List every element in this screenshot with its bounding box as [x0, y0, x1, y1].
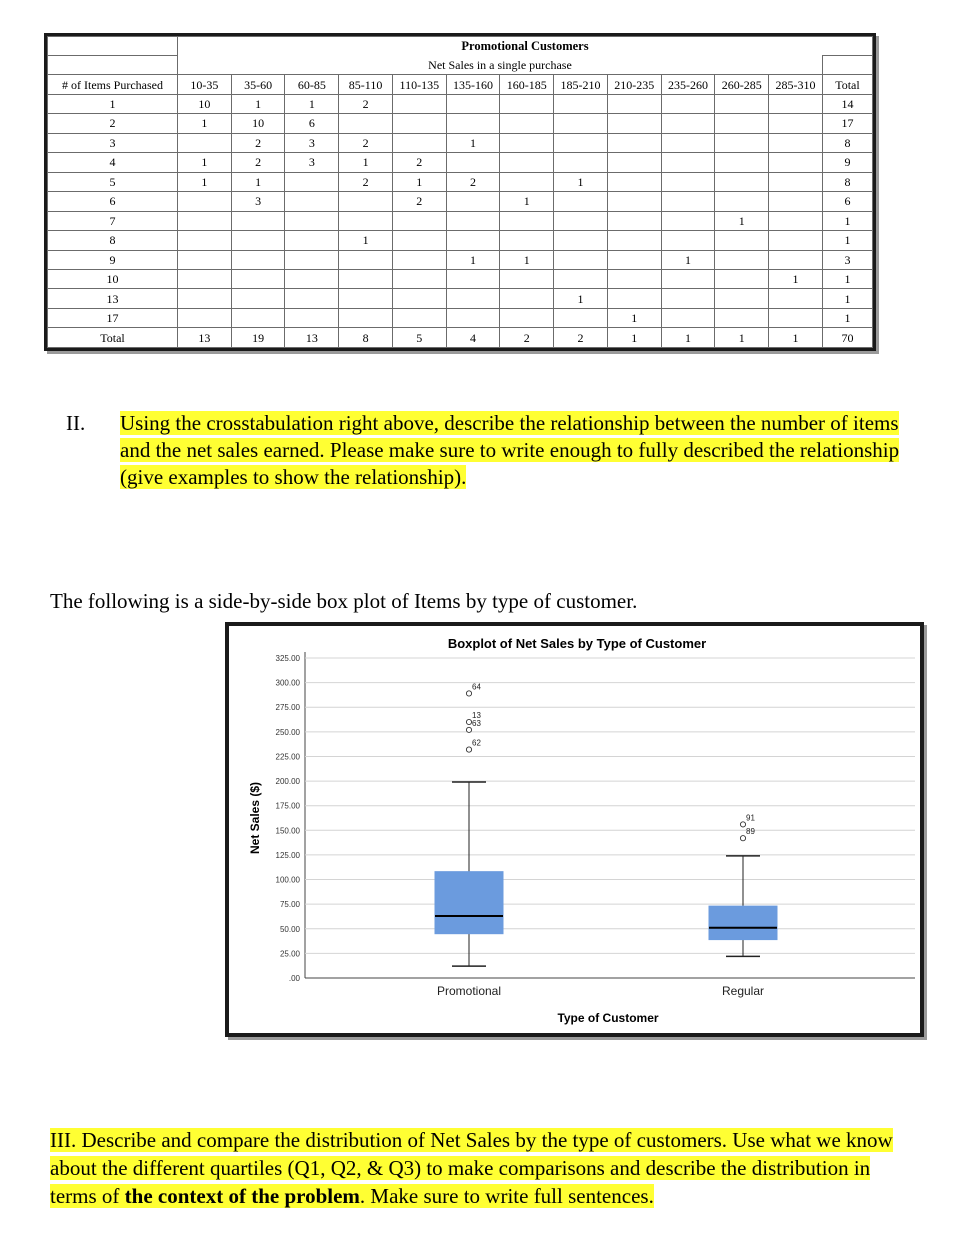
- x-axis-label: Type of Customer: [557, 1011, 659, 1025]
- table-cell: [285, 172, 339, 191]
- table-cell: [446, 114, 500, 133]
- table-cell: 13: [178, 328, 232, 348]
- table-cell: [661, 153, 715, 172]
- row-label: 17: [48, 308, 178, 327]
- table-cell: [500, 172, 554, 191]
- table-cell: 1: [231, 172, 285, 191]
- table-cell: [500, 114, 554, 133]
- table-cell: [607, 153, 661, 172]
- table-cell: 2: [339, 172, 393, 191]
- table-cell: [715, 289, 769, 308]
- table-cell: [339, 211, 393, 230]
- table-cell: [285, 289, 339, 308]
- outlier-label: 62: [472, 738, 481, 748]
- row-label: 6: [48, 192, 178, 211]
- y-tick-label: 150.00: [275, 826, 300, 836]
- table-cell: 2: [231, 133, 285, 152]
- table-cell: [715, 250, 769, 269]
- column-header: 210-235: [607, 75, 661, 94]
- column-header: 110-135: [392, 75, 446, 94]
- table-cell: [178, 250, 232, 269]
- table-cell: [231, 269, 285, 288]
- category-label: Regular: [721, 984, 765, 998]
- table-cell: [178, 269, 232, 288]
- table-cell: [769, 289, 823, 308]
- question-3-bold: the context of the problem: [124, 1184, 360, 1208]
- table-cell: [500, 269, 554, 288]
- table-cell: 1: [822, 231, 872, 250]
- table-cell: [392, 269, 446, 288]
- row-label: 13: [48, 289, 178, 308]
- column-header: 285-310: [769, 75, 823, 94]
- table-cell: 10: [178, 94, 232, 113]
- table-cell: 1: [554, 172, 608, 191]
- table-cell: [392, 250, 446, 269]
- table-cell: [500, 94, 554, 113]
- table-cell: 6: [822, 192, 872, 211]
- column-header: 85-110: [339, 75, 393, 94]
- table-cell: 2: [446, 172, 500, 191]
- table-cell: [339, 269, 393, 288]
- table-row: [48, 211, 873, 230]
- table-cell: [231, 211, 285, 230]
- y-tick-label: 275.00: [275, 703, 300, 713]
- question-3-prefix: III. Describe and compare the distribution of Net Sales by the type of customers. Use what we know about the different quartiles (Q1, Q2, & Q3) to make comparisons and describe the distribution in terms of: [50, 1128, 893, 1208]
- table-cell: 1: [178, 153, 232, 172]
- table-cell: 1: [500, 192, 554, 211]
- table-cell: [554, 192, 608, 211]
- table-cell: [446, 94, 500, 113]
- table-cell: 17: [822, 114, 872, 133]
- table-cell: [231, 308, 285, 327]
- outlier-point: [466, 691, 471, 696]
- table-cell: [285, 269, 339, 288]
- table-cell: 2: [339, 94, 393, 113]
- column-header: 160-185: [500, 75, 554, 94]
- table-cell: [661, 211, 715, 230]
- table-cell: [769, 250, 823, 269]
- table-cell: [661, 172, 715, 191]
- table-cell: [500, 153, 554, 172]
- table-cell: [715, 94, 769, 113]
- table-cell: [715, 231, 769, 250]
- table-cell: [715, 308, 769, 327]
- y-tick-label: 225.00: [275, 752, 300, 762]
- table-cell: [178, 231, 232, 250]
- table-cell: [554, 94, 608, 113]
- table-cell: 1: [822, 308, 872, 327]
- table-cell: 1: [178, 172, 232, 191]
- y-tick-label: 300.00: [275, 678, 300, 688]
- table-cell: [554, 269, 608, 288]
- row-header: # of Items Purchased: [48, 75, 178, 94]
- table-cell: [392, 289, 446, 308]
- table-cell: [285, 250, 339, 269]
- table-cell: [446, 231, 500, 250]
- table-cell: [769, 308, 823, 327]
- y-tick-label: 325.00: [275, 654, 300, 663]
- table-row: [48, 328, 873, 348]
- table-cell: [500, 231, 554, 250]
- table-cell: [392, 133, 446, 152]
- table-cell: [339, 250, 393, 269]
- table-cell: [554, 250, 608, 269]
- table-cell: [231, 289, 285, 308]
- table-cell: [661, 114, 715, 133]
- y-tick-label: 175.00: [275, 801, 300, 811]
- table-cell: [339, 192, 393, 211]
- outlier-label: 89: [746, 827, 755, 837]
- row-label: 4: [48, 153, 178, 172]
- y-tick-label: .00: [288, 974, 300, 983]
- table-cell: [607, 192, 661, 211]
- crosstab-grid: [47, 36, 873, 348]
- y-tick-label: 75.00: [279, 900, 300, 910]
- y-tick-label: 25.00: [279, 949, 300, 959]
- table-row: [48, 114, 873, 133]
- crosstab-title: Promotional Customers: [178, 37, 873, 56]
- table-cell: 1: [339, 153, 393, 172]
- table-cell: 1: [500, 250, 554, 269]
- outlier-label: 13: [472, 711, 481, 720]
- column-header: 60-85: [285, 75, 339, 94]
- table-cell: 1: [715, 328, 769, 348]
- table-cell: 13: [285, 328, 339, 348]
- table-cell: [607, 133, 661, 152]
- table-cell: [392, 231, 446, 250]
- table-cell: 3: [285, 133, 339, 152]
- table-cell: 1: [715, 211, 769, 230]
- table-row: [48, 308, 873, 327]
- table-cell: 1: [285, 94, 339, 113]
- table-cell: [231, 231, 285, 250]
- table-cell: [607, 289, 661, 308]
- table-cell: 2: [500, 328, 554, 348]
- table-row: [48, 133, 873, 152]
- table-cell: [339, 114, 393, 133]
- table-cell: [446, 192, 500, 211]
- table-row: [48, 289, 873, 308]
- table-cell: 1: [607, 328, 661, 348]
- y-tick-label: 200.00: [275, 777, 300, 787]
- table-cell: [500, 289, 554, 308]
- table-cell: 19: [231, 328, 285, 348]
- table-cell: [661, 192, 715, 211]
- question-2-text: Using the crosstabulation right above, describe the relationship between the number of items and the net sales earned. Please make sure to write enough to fully described the relationship (give examples to show the relationship).: [120, 411, 900, 489]
- column-header: 35-60: [231, 75, 285, 94]
- table-cell: 1: [446, 250, 500, 269]
- table-cell: 2: [392, 153, 446, 172]
- table-cell: [285, 211, 339, 230]
- outlier-point: [740, 836, 745, 841]
- table-cell: [554, 231, 608, 250]
- table-cell: 8: [339, 328, 393, 348]
- category-label: Promotional: [436, 984, 502, 998]
- table-cell: [607, 269, 661, 288]
- table-cell: [607, 172, 661, 191]
- table-cell: 3: [285, 153, 339, 172]
- table-cell: [500, 133, 554, 152]
- table-cell: [769, 133, 823, 152]
- table-cell: [231, 250, 285, 269]
- table-cell: [554, 153, 608, 172]
- row-label: 8: [48, 231, 178, 250]
- table-cell: 4: [446, 328, 500, 348]
- table-cell: 10: [231, 114, 285, 133]
- table-cell: 2: [339, 133, 393, 152]
- table-cell: [339, 308, 393, 327]
- table-row: [48, 192, 873, 211]
- table-cell: [769, 192, 823, 211]
- table-cell: 1: [661, 250, 715, 269]
- outlier-label: 64: [472, 682, 481, 692]
- table-cell: [285, 308, 339, 327]
- table-cell: [769, 211, 823, 230]
- table-cell: 1: [231, 94, 285, 113]
- outlier-point: [740, 822, 745, 827]
- question-3: [50, 1126, 910, 1210]
- table-cell: 3: [231, 192, 285, 211]
- table-cell: 1: [769, 269, 823, 288]
- question-3-suffix: . Make sure to write full sentences.: [359, 1184, 654, 1208]
- row-label: 3: [48, 133, 178, 152]
- row-label: 7: [48, 211, 178, 230]
- table-cell: 1: [822, 269, 872, 288]
- table-cell: 1: [178, 114, 232, 133]
- column-header: 235-260: [661, 75, 715, 94]
- y-tick-label: 250.00: [275, 727, 300, 737]
- table-cell: [554, 211, 608, 230]
- column-header: 10-35: [178, 75, 232, 94]
- table-cell: 1: [392, 172, 446, 191]
- table-cell: [769, 231, 823, 250]
- table-cell: [661, 269, 715, 288]
- table-row: [48, 231, 873, 250]
- table-row: [48, 269, 873, 288]
- table-cell: [715, 172, 769, 191]
- column-header: 135-160: [446, 75, 500, 94]
- outlier-point: [466, 747, 471, 752]
- y-axis-label: Net Sales ($): [248, 781, 262, 855]
- row-label: 2: [48, 114, 178, 133]
- table-row: [48, 153, 873, 172]
- question-2-number: II.: [66, 411, 86, 435]
- table-cell: [392, 114, 446, 133]
- table-cell: [178, 289, 232, 308]
- column-header: Total: [822, 75, 872, 94]
- boxplot-chart: [225, 622, 924, 1037]
- table-cell: [554, 114, 608, 133]
- outlier-point: [466, 719, 471, 724]
- table-cell: [769, 114, 823, 133]
- table-cell: 14: [822, 94, 872, 113]
- chart-title: Boxplot of Net Sales by Type of Customer: [447, 636, 707, 651]
- table-cell: [715, 192, 769, 211]
- table-cell: [715, 133, 769, 152]
- table-cell: [661, 289, 715, 308]
- table-cell: 1: [822, 289, 872, 308]
- table-cell: [769, 94, 823, 113]
- table-cell: [607, 114, 661, 133]
- table-row: [48, 94, 873, 113]
- table-cell: [661, 94, 715, 113]
- table-cell: 3: [822, 250, 872, 269]
- row-label: 1: [48, 94, 178, 113]
- outlier-label: 91: [746, 813, 755, 823]
- table-cell: [769, 153, 823, 172]
- table-cell: 2: [231, 153, 285, 172]
- table-cell: 1: [339, 231, 393, 250]
- box-regular: [709, 906, 777, 939]
- crosstab-subtitle: Net Sales in a single purchase: [178, 56, 823, 75]
- table-cell: [178, 192, 232, 211]
- table-cell: 1: [769, 328, 823, 348]
- table-cell: 70: [822, 328, 872, 348]
- table-cell: [500, 211, 554, 230]
- table-cell: 1: [446, 133, 500, 152]
- table-cell: 1: [607, 308, 661, 327]
- table-cell: [285, 231, 339, 250]
- boxplot-intro: The following is a side-by-side box plot of Items by type of customer.: [50, 589, 638, 613]
- box-promotional: [435, 872, 503, 934]
- outlier-label: 63: [472, 718, 481, 728]
- table-cell: [446, 269, 500, 288]
- table-cell: [446, 211, 500, 230]
- table-cell: [392, 211, 446, 230]
- table-cell: 1: [661, 328, 715, 348]
- table-cell: [607, 211, 661, 230]
- table-cell: 2: [554, 328, 608, 348]
- table-cell: [339, 289, 393, 308]
- table-cell: [285, 192, 339, 211]
- table-cell: 9: [822, 153, 872, 172]
- y-tick-label: 100.00: [275, 875, 300, 885]
- column-header: 260-285: [715, 75, 769, 94]
- table-cell: [392, 94, 446, 113]
- outlier-point: [466, 727, 471, 732]
- table-cell: [178, 308, 232, 327]
- row-label: Total: [48, 328, 178, 348]
- table-cell: 5: [392, 328, 446, 348]
- table-cell: [446, 289, 500, 308]
- table-cell: [500, 308, 554, 327]
- table-cell: [446, 308, 500, 327]
- table-cell: [607, 94, 661, 113]
- table-cell: [715, 153, 769, 172]
- table-cell: [607, 250, 661, 269]
- table-cell: 1: [554, 289, 608, 308]
- table-cell: [178, 211, 232, 230]
- table-row: [48, 172, 873, 191]
- table-cell: [769, 172, 823, 191]
- table-cell: [554, 308, 608, 327]
- table-cell: [178, 133, 232, 152]
- table-row: [48, 250, 873, 269]
- table-cell: 2: [392, 192, 446, 211]
- table-cell: 8: [822, 172, 872, 191]
- table-cell: [661, 133, 715, 152]
- table-cell: [715, 269, 769, 288]
- row-label: 5: [48, 172, 178, 191]
- table-cell: [392, 308, 446, 327]
- table-cell: [661, 231, 715, 250]
- column-header: 185-210: [554, 75, 608, 94]
- y-tick-label: 125.00: [275, 850, 300, 860]
- y-tick-label: 50.00: [279, 924, 300, 934]
- table-cell: [554, 133, 608, 152]
- table-cell: 8: [822, 133, 872, 152]
- table-cell: [661, 308, 715, 327]
- table-cell: [607, 231, 661, 250]
- row-label: 9: [48, 250, 178, 269]
- table-cell: 6: [285, 114, 339, 133]
- crosstab-table: [44, 33, 876, 351]
- table-cell: [446, 153, 500, 172]
- row-label: 10: [48, 269, 178, 288]
- table-cell: [715, 114, 769, 133]
- table-cell: 1: [822, 211, 872, 230]
